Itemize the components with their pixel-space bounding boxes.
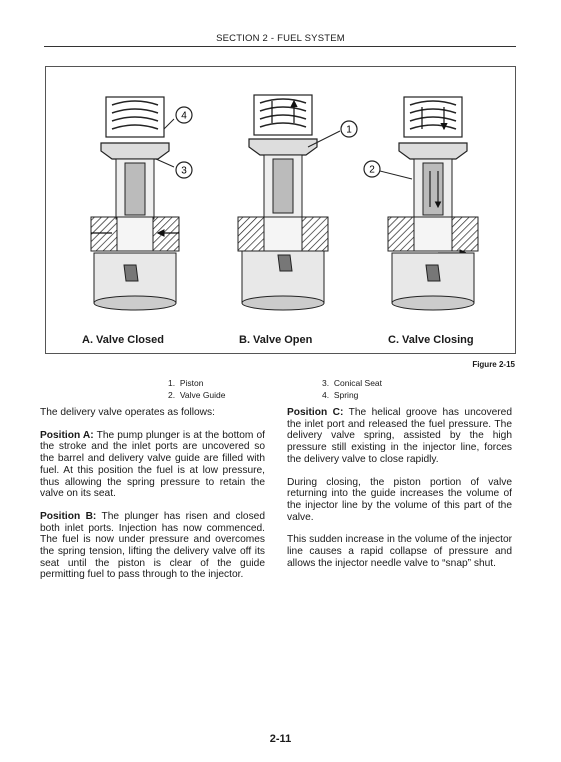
callout-1: 1 xyxy=(346,124,352,136)
legend-left xyxy=(168,378,226,401)
sudden-increase-paragraph: This sudden increase in the volume of the injector line causes a rapid collapse of pressure and allows the injector needle valve to “snap” shut. xyxy=(287,534,512,569)
legend-right xyxy=(322,378,382,401)
callout-2: 2 xyxy=(369,164,375,176)
page-number: 2-11 xyxy=(269,733,292,745)
caption-valve-open: B. Valve Open xyxy=(239,334,313,346)
legend-item: 4. Spring xyxy=(322,389,359,400)
valve-c-drawing xyxy=(364,97,478,310)
delivery-valve-figure xyxy=(45,66,516,354)
left-column xyxy=(40,407,265,592)
intro-paragraph: The delivery valve operates as follows: xyxy=(40,407,215,418)
legend-item: 1. Piston xyxy=(168,378,204,388)
valve-a-drawing xyxy=(91,97,192,310)
legend-item: 2. Valve Guide xyxy=(168,389,226,400)
right-column xyxy=(287,407,512,580)
position-a-paragraph: Position A: The pump plunger is at the bottom of the stroke and the inlet ports are uncovered so the barrel and delivery valve guide are filled with fuel. At this position the fuel is at low pressure, thus allowing the spring pressure to retain the valve on its seat. xyxy=(40,429,266,500)
section-header: SECTION 2 - FUEL SYSTEM xyxy=(216,33,345,44)
figure-illustration xyxy=(46,67,517,355)
callout-4: 4 xyxy=(181,110,187,122)
legend-item: 3. Conical Seat xyxy=(322,378,383,388)
caption-valve-closing: C. Valve Closing xyxy=(388,334,474,346)
valve-b-drawing xyxy=(238,95,357,310)
position-b-paragraph: Position B: The plunger has risen and closed both inlet ports. Injection has now commenced. The fuel is now under pressure and overcomes the spring tension, lifting the delivery valve off its seat until the piston is clear of the guide permitting fuel to pass through to the injector. xyxy=(40,510,265,581)
closing-paragraph: During closing, the piston portion of valve returning into the guide increases the volume of the injector line by the volume of this part of the valve. xyxy=(287,476,512,523)
figure-number: Figure 2-15 xyxy=(472,360,515,369)
header-rule xyxy=(44,46,516,47)
caption-valve-closed: A. Valve Closed xyxy=(82,334,164,346)
callout-3: 3 xyxy=(181,165,187,177)
position-c-paragraph: Position C: The helical groove has uncovered the inlet port and released the fuel pressure. The delivery valve spring, assisted by the high pressure still existing in the injector line, forces the delivery valve to close rapidly. xyxy=(287,407,512,465)
